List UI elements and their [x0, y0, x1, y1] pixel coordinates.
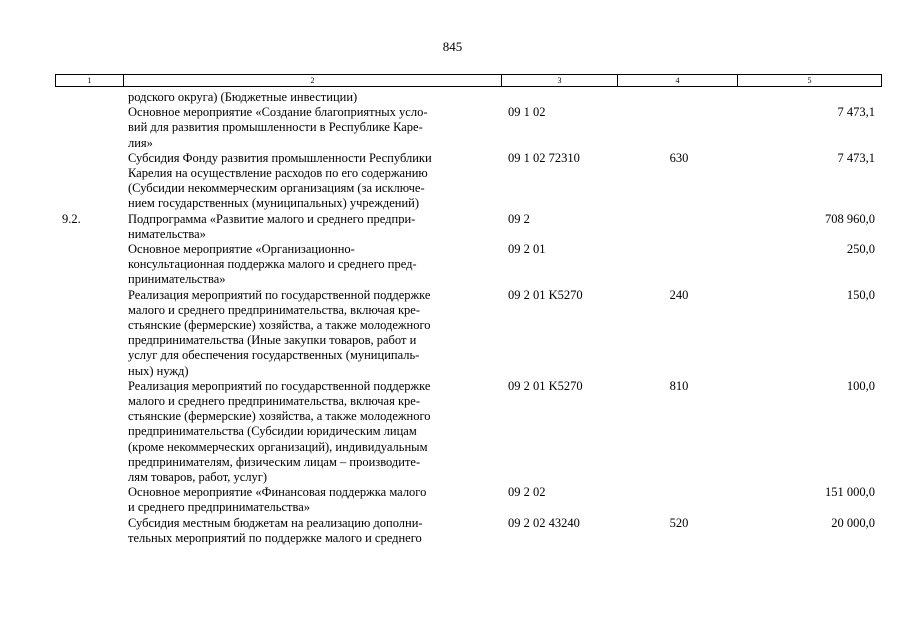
description-line: стьянские (фермерские) хозяйства, а также молодежного — [128, 409, 431, 424]
description-line: Субсидия Фонду развития промышленности Республики — [128, 150, 432, 165]
expense-type-code: 520 — [669, 515, 689, 530]
expense-type-code: 630 — [669, 150, 689, 165]
description-line: Субсидия местным бюджетам на реализацию дополни- — [128, 515, 423, 530]
column-header-row — [56, 75, 882, 87]
target-article-code: 09 2 02 — [508, 485, 546, 500]
target-article-code: 09 2 01 K5270 — [508, 287, 583, 302]
description-line: вий для развития промышленности в Республике Каре- — [128, 120, 423, 135]
target-article-code: 09 2 02 43240 — [508, 515, 580, 530]
table-row — [0, 516, 905, 546]
amount-value: 151 000,0 — [825, 485, 875, 500]
description-line: предпринимательства (Субсидии юридическим лицам — [128, 424, 417, 439]
target-article-code: 09 2 01 — [508, 242, 546, 257]
page-number: 845 — [442, 39, 463, 54]
table-row — [0, 151, 905, 212]
description-line: Основное мероприятие «Организационно- — [128, 242, 355, 257]
table-row — [0, 379, 905, 485]
description-line: услуг для обеспечения государственных (муниципаль- — [128, 348, 420, 363]
row-number: 9.2. — [62, 211, 81, 226]
expense-type-code: 240 — [669, 287, 689, 302]
column-header-4: 4 — [618, 75, 738, 87]
row-description — [128, 105, 500, 151]
target-article-code: 09 1 02 — [508, 105, 546, 120]
column-header-3: 3 — [502, 75, 618, 87]
row-description — [128, 516, 500, 546]
row-description — [128, 485, 500, 515]
description-line: ных) нужд) — [128, 363, 189, 378]
column-header-table — [55, 74, 882, 87]
row-description — [128, 242, 500, 288]
table-row — [0, 242, 905, 288]
column-header-2: 2 — [124, 75, 502, 87]
description-line: Реализация мероприятий по государственной поддержке — [128, 378, 431, 393]
table-row — [0, 212, 905, 242]
description-line: нимательства» — [128, 226, 206, 241]
row-description — [128, 288, 500, 379]
description-line: Основное мероприятие «Создание благоприятных усло- — [128, 105, 428, 120]
description-line: (кроме некоммерческих организаций), индивидуальным — [128, 439, 428, 454]
description-line: нием государственных (муниципальных) учреждений) — [128, 196, 419, 211]
description-line: малого и среднего предпринимательства, включая кре- — [128, 394, 420, 409]
amount-value: 7 473,1 — [837, 105, 875, 120]
target-article-code: 09 2 01 K5270 — [508, 378, 583, 393]
column-header-5: 5 — [738, 75, 882, 87]
amount-value: 708 960,0 — [825, 211, 875, 226]
amount-value: 250,0 — [846, 242, 875, 257]
description-line: предпринимательства (Иные закупки товаров, работ и — [128, 333, 417, 348]
description-line: и среднего предпринимательства» — [128, 500, 311, 515]
row-description — [128, 379, 500, 485]
column-header-1: 1 — [56, 75, 124, 87]
description-line: малого и среднего предпринимательства, включая кре- — [128, 302, 420, 317]
row-description — [128, 90, 500, 105]
description-line: консультационная поддержка малого и среднего пред- — [128, 257, 417, 272]
description-line: (Субсидии некоммерческим организациям (за исключе- — [128, 181, 425, 196]
description-line: Подпрограмма «Развитие малого и среднего предпри- — [128, 211, 416, 226]
amount-value: 150,0 — [846, 287, 875, 302]
description-line: лия» — [128, 135, 153, 150]
target-article-code: 09 2 — [508, 211, 530, 226]
description-line: родского округа) (Бюджетные инвестиции) — [128, 90, 358, 104]
table-row — [0, 288, 905, 379]
amount-value: 100,0 — [846, 378, 875, 393]
description-line: предпринимателям, физическим лицам – производите- — [128, 454, 421, 469]
description-line: лям товаров, работ, услуг) — [128, 470, 268, 485]
table-row — [0, 105, 905, 151]
budget-table-body — [0, 90, 905, 546]
amount-value: 7 473,1 — [837, 150, 875, 165]
target-article-code: 09 1 02 72310 — [508, 150, 580, 165]
description-line: Реализация мероприятий по государственной поддержке — [128, 287, 431, 302]
description-line: Карелия на осуществление расходов по его содержанию — [128, 166, 428, 181]
table-row — [0, 485, 905, 515]
row-description — [128, 151, 500, 212]
expense-type-code: 810 — [669, 378, 689, 393]
description-line: Основное мероприятие «Финансовая поддержка малого — [128, 485, 427, 500]
table-row — [0, 90, 905, 105]
description-line: стьянские (фермерские) хозяйства, а также молодежного — [128, 318, 431, 333]
row-description — [128, 212, 500, 242]
description-line: принимательства» — [128, 272, 226, 287]
description-line: тельных мероприятий по поддержке малого и среднего — [128, 530, 422, 545]
amount-value: 20 000,0 — [831, 515, 875, 530]
